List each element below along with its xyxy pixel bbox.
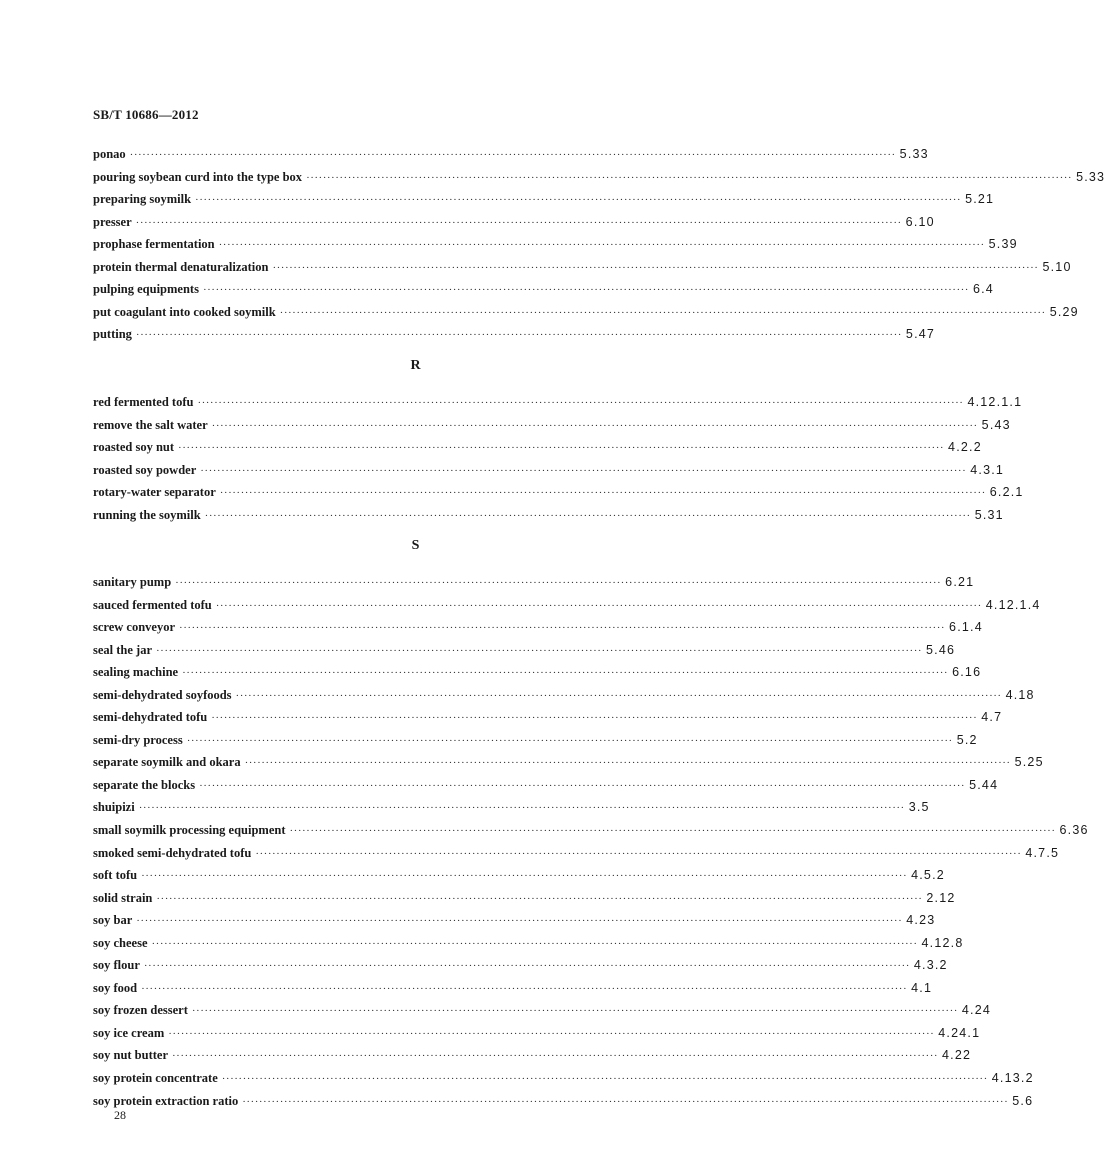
document-code: SB/T 10686—2012	[93, 107, 199, 122]
index-entry	[93, 999, 992, 1022]
index-term: soy flour	[93, 958, 140, 973]
dot-leader: ························································································································································································	[136, 915, 903, 928]
index-reference: 5.46	[926, 642, 956, 657]
index-reference: 4.23	[906, 913, 936, 928]
index-reference: 6.21	[945, 575, 975, 589]
index-term: sauced fermented tofu	[93, 597, 212, 612]
index-term: pouring soybean curd into the type box	[93, 169, 303, 184]
index-reference: 4.24	[961, 1003, 992, 1018]
index-entry	[93, 233, 1018, 256]
index-term: soy nut butter	[93, 1048, 169, 1063]
index-term: sealing machine	[93, 665, 179, 680]
dot-leader: ························································································································································································	[141, 870, 908, 883]
index-term: soy bar	[93, 913, 133, 928]
index-entry	[93, 819, 1089, 842]
index-entry	[93, 594, 1041, 617]
index-term: screw conveyor	[93, 620, 176, 635]
index-term: prophase fermentation	[93, 237, 215, 252]
index-reference: 4.2.2	[948, 440, 982, 455]
dot-leader: ························································································································································································	[255, 847, 1022, 860]
index-term: soft tofu	[93, 868, 138, 883]
index-term: smoked semi-dehydrated tofu	[93, 845, 252, 860]
dot-leader: ························································································································································································	[219, 487, 986, 500]
index-reference: 3.5	[908, 800, 930, 815]
dot-leader: ························································································································································································	[242, 1095, 1009, 1108]
index-reference: 6.1.4	[949, 620, 983, 635]
index-reference: 5.2	[956, 732, 978, 747]
dot-leader: ························································································································································································	[199, 779, 966, 792]
index-reference: 5.44	[969, 777, 999, 792]
index-group-r	[93, 391, 1024, 526]
index-entry	[93, 1044, 972, 1067]
index-reference: 4.13.2	[991, 1071, 1034, 1086]
index-entry	[93, 414, 1011, 437]
dot-leader: ························································································································································································	[141, 982, 908, 995]
index-entry	[93, 932, 964, 955]
dot-leader: ························································································································································································	[244, 757, 1011, 770]
index-term: semi-dry process	[93, 732, 183, 747]
index-entry	[93, 166, 1105, 189]
index-entry	[93, 977, 933, 1000]
index-entry	[93, 887, 956, 910]
dot-leader: ························································································································································································	[178, 442, 945, 455]
index-reference: 4.12.8	[921, 935, 964, 950]
index-reference: 4.12.1.4	[985, 597, 1041, 612]
dot-leader: ························································································································································································	[135, 216, 902, 229]
index-term: put coagulant into cooked soymilk	[93, 304, 276, 319]
index-entry	[93, 842, 1060, 865]
dot-leader: ························································································································································································	[195, 194, 962, 207]
dot-leader: ························································································································································································	[135, 329, 902, 342]
dot-leader: ························································································································································································	[151, 937, 918, 950]
dot-leader: ························································································································································································	[143, 960, 910, 973]
dot-leader: ························································································································································································	[129, 149, 896, 161]
index-entry	[93, 211, 935, 234]
index-group-s	[93, 571, 1089, 1112]
index-term: red fermented tofu	[93, 395, 194, 409]
index-entry	[93, 323, 936, 346]
index-entry	[93, 1090, 1034, 1113]
dot-leader: ························································································································································································	[172, 1050, 939, 1063]
index-reference: 4.12.1.1	[967, 395, 1023, 409]
dot-leader: ························································································································································································	[272, 261, 1039, 274]
index-term: presser	[93, 214, 132, 229]
page-number: 28	[114, 1108, 126, 1122]
dot-leader: ························································································································································································	[211, 712, 978, 725]
dot-leader: ························································································································································································	[289, 825, 1056, 838]
dot-leader: ························································································································································································	[191, 1005, 958, 1018]
dot-leader: ························································································································································································	[235, 689, 1002, 702]
index-entry	[93, 256, 1072, 279]
index-reference: 5.25	[1014, 755, 1044, 770]
index-reference: 5.21	[965, 192, 995, 207]
index-term: putting	[93, 327, 132, 342]
dot-leader: ························································································································································································	[156, 644, 923, 657]
index-reference: 6.4	[972, 282, 994, 297]
index-entry	[93, 684, 1035, 707]
index-term: small soymilk processing equipment	[93, 823, 286, 838]
index-term: soy food	[93, 980, 138, 995]
index-entry	[93, 143, 929, 166]
index-reference: 5.10	[1042, 259, 1072, 274]
letter-heading-r: R	[410, 358, 421, 373]
dot-leader: ························································································································································································	[138, 802, 905, 815]
index-entry	[93, 481, 1024, 504]
dot-leader: ························································································································································································	[306, 171, 1073, 184]
index-entry	[93, 864, 945, 887]
index-reference: 5.29	[1049, 304, 1079, 319]
index-term: protein thermal denaturalization	[93, 259, 269, 274]
index-reference: 6.36	[1059, 823, 1089, 838]
index-entry	[93, 661, 982, 684]
index-term: soy protein concentrate	[93, 1071, 218, 1086]
index-term: solid strain	[93, 890, 153, 905]
index-reference: 2.12	[926, 890, 956, 905]
index-entry	[93, 774, 999, 797]
index-reference: 4.5.2	[911, 868, 945, 883]
index-reference: 4.24.1	[938, 1025, 981, 1040]
letter-heading-s: S	[411, 538, 420, 553]
dot-leader: ························································································································································································	[156, 892, 923, 905]
index-term: ponao	[93, 147, 126, 161]
index-term: soy protein extraction ratio	[93, 1093, 239, 1108]
dot-leader: ························································································································································································	[218, 239, 985, 252]
index-reference: 5.47	[905, 327, 936, 342]
dot-leader: ························································································································································································	[221, 1073, 988, 1086]
index-term: shuipizi	[93, 800, 135, 815]
index-entry	[93, 188, 995, 211]
index-term: pulping equipments	[93, 282, 199, 297]
index-term: running the soymilk	[93, 507, 201, 522]
index-term: roasted soy nut	[93, 440, 175, 455]
index-entry	[93, 278, 994, 301]
index-reference: 5.39	[988, 237, 1018, 252]
index-entry	[93, 954, 948, 977]
index-entry	[93, 729, 978, 752]
index-term: soy cheese	[93, 935, 148, 950]
dot-leader: ························································································································································································	[186, 734, 953, 747]
index-reference: 5.6	[1012, 1093, 1034, 1108]
index-entry	[93, 909, 936, 932]
dot-leader: ························································································································································································	[202, 284, 969, 297]
index-term: semi-dehydrated tofu	[93, 710, 208, 725]
index-reference: 4.3.2	[913, 958, 948, 973]
index-reference: 4.1	[911, 980, 933, 995]
index-entry	[93, 796, 930, 819]
index-reference: 4.18	[1005, 687, 1035, 702]
index-term: rotary-water separator	[93, 485, 216, 500]
index-reference: 4.7	[981, 710, 1003, 725]
index-term: preparing soymilk	[93, 192, 192, 207]
dot-leader: ························································································································································································	[211, 419, 978, 432]
index-term: separate soymilk and okara	[93, 755, 241, 770]
index-entry	[93, 504, 1004, 527]
index-entry	[93, 751, 1044, 774]
index-reference: 6.2.1	[989, 485, 1024, 500]
index-reference: 5.33	[1076, 169, 1105, 184]
index-reference: 5.33	[899, 147, 929, 161]
index-entry	[93, 301, 1079, 324]
index-entry	[93, 639, 956, 662]
dot-leader: ························································································································································································	[200, 464, 967, 477]
dot-leader: ························································································································································································	[175, 577, 942, 589]
dot-leader: ························································································································································································	[197, 397, 964, 409]
index-entry	[93, 571, 975, 594]
index-term: sanitary pump	[93, 575, 172, 589]
dot-leader: ························································································································································································	[279, 306, 1046, 319]
index-entry	[93, 391, 1023, 414]
index-term: roasted soy powder	[93, 462, 197, 477]
index-term: remove the salt water	[93, 417, 208, 432]
dot-leader: ························································································································································································	[179, 622, 946, 635]
index-entry	[93, 1067, 1034, 1090]
index-entry	[93, 1022, 981, 1045]
index-entry	[93, 436, 982, 459]
index-entry	[93, 616, 983, 639]
index-reference: 5.31	[974, 507, 1004, 522]
index-term: separate the blocks	[93, 777, 196, 792]
index-group-p	[93, 143, 1105, 346]
index-reference: 5.43	[981, 417, 1011, 432]
dot-leader: ························································································································································································	[215, 599, 982, 612]
index-term: soy frozen dessert	[93, 1003, 188, 1018]
index-reference: 4.3.1	[970, 462, 1005, 477]
dot-leader: ························································································································································································	[204, 509, 971, 522]
index-term: semi-dehydrated soyfoods	[93, 687, 232, 702]
index-reference: 6.16	[952, 665, 982, 680]
dot-leader: ························································································································································································	[182, 667, 949, 680]
index-term: seal the jar	[93, 642, 153, 657]
index-term: soy ice cream	[93, 1025, 165, 1040]
index-entry	[93, 706, 1003, 729]
dot-leader: ························································································································································································	[168, 1027, 935, 1040]
index-reference: 6.10	[905, 214, 935, 229]
index-reference: 4.22	[942, 1048, 972, 1063]
index-entry	[93, 459, 1005, 482]
index-reference: 4.7.5	[1025, 845, 1060, 860]
